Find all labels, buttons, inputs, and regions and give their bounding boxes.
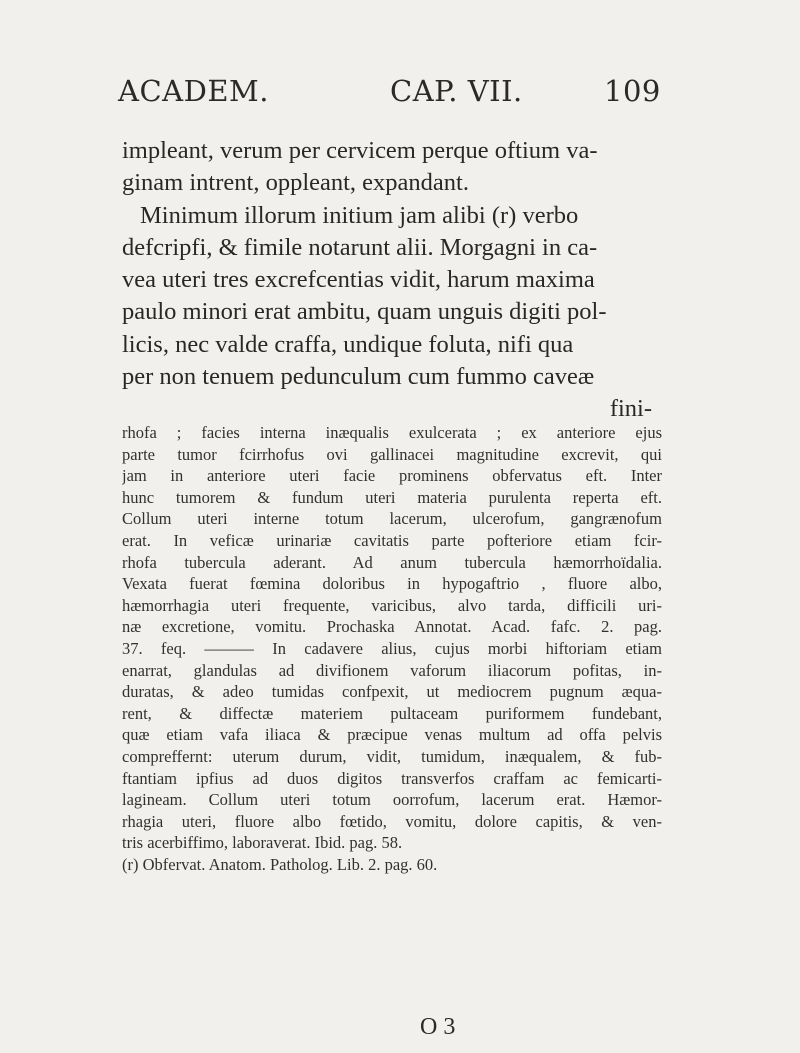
footnote-line: jam in anteriore uteri facie prominens obfervatus eft. Inter	[122, 466, 662, 486]
footnote-line: rhofa tubercula aderant. Ad anum tubercula hæmorrhoïdalia.	[122, 552, 662, 572]
footnote-line: lagineam. Collum uteri totum oorrofum, lacerum erat. Hæmor-	[122, 790, 662, 810]
footnote-line: parte tumor fcirrhofus ovi gallinacei magnitudine excrevit, qui	[122, 444, 662, 464]
main-text-line: impleant, verum per cervicem perque oftium va-	[122, 137, 598, 164]
header-chapter: CAP. VII.	[390, 74, 523, 108]
main-text-line: vea uteri tres excrefcentias vidit, harum maxima	[122, 266, 595, 294]
footnote-line: ftantiam ipfius ad duos digitos transverfos craffam ac femicarti-	[122, 768, 662, 788]
main-text-line: defcripfi, & fimile notarunt alii. Morgagni in ca-	[122, 233, 598, 261]
footnote-line: Vexata fuerat fœmina doloribus in hypogaftrio , fluore albo,	[122, 574, 662, 594]
footnote-line: enarrat, glandulas ad divifionem vaforum iliacorum pofitas, in-	[122, 660, 662, 680]
page-number: 109	[604, 74, 661, 108]
signature-mark: O 3	[420, 1014, 456, 1040]
running-header	[118, 74, 661, 114]
main-text-block	[122, 135, 662, 426]
footnote-line: hunc tumorem & fundum uteri materia purulenta reperta eft.	[122, 487, 662, 507]
footnote-line: quæ etiam vafa iliaca & præcipue venas multum ad offa pelvis	[122, 725, 662, 745]
footnote-line: erat. In veficæ urinariæ cavitatis parte pofteriore etiam fcir-	[122, 530, 662, 550]
footnote-line: duratas, & adeo tumidas confpexit, ut mediocrem pugnum æqua-	[122, 682, 662, 702]
footnote-line: rhagia uteri, fluore albo fœtido, vomitu, dolore capitis, & ven-	[122, 811, 662, 831]
main-text-line: Minimum illorum initium jam alibi (r) verbo	[140, 201, 579, 229]
footnote-line: compreffernt: uterum durum, vidit, tumidum, inæqualem, & fub-	[122, 746, 662, 766]
footnote-line: rhofa ; facies interna inæqualis exulcerata ; ex anteriore ejus	[122, 423, 662, 442]
header-left-title: ACADEM.	[118, 74, 269, 108]
footnote-line: næ excretione, vomitu. Prochaska Annotat. Acad. fafc. 2. pag.	[122, 617, 662, 637]
main-text-line: per non tenuem pedunculum cum fummo caveæ	[122, 363, 595, 391]
catchword: fini-	[609, 395, 652, 423]
main-text-line: ginam intrent, oppleant, expandant.	[122, 169, 469, 197]
footnote-line: hæmorrhagia uteri frequente, varicibus, alvo tarda, difficili uri-	[122, 595, 662, 615]
footnote-line: tris acerbiffimo, laboraverat. Ibid. pag. 58.	[122, 833, 403, 853]
footnote-line: 37. feq. ——— In cadavere alius, cujus morbi hiftoriam etiam	[122, 638, 662, 658]
footnotes-block	[122, 422, 662, 875]
main-text-line: licis, nec valde craffa, undique foluta, nifi qua	[122, 330, 574, 358]
footnote-line: rent, & diffectæ materiem pultaceam puriformem fundebant,	[122, 703, 662, 723]
main-text-line: paulo minori erat ambitu, quam unguis digiti pol-	[122, 298, 607, 326]
footnote-reference: (r) Obfervat. Anatom. Patholog. Lib. 2. pag. 60.	[122, 854, 438, 874]
footnote-line: Collum uteri interne totum lacerum, ulcerofum, gangrænofum	[122, 509, 662, 529]
